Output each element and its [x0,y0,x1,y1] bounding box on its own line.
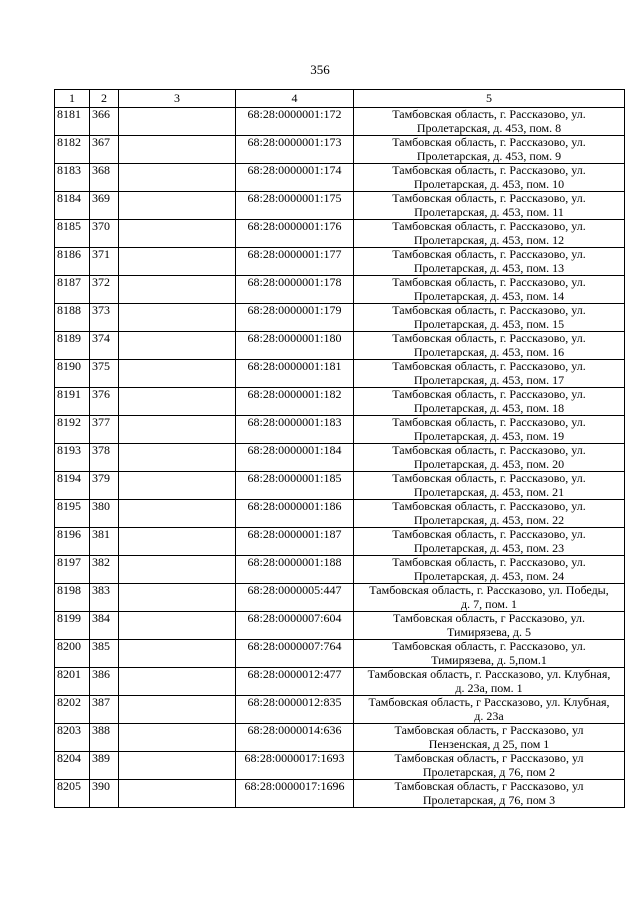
address-cell [354,192,625,220]
row-number-cell: 8203 [55,724,90,752]
item-number-cell: 383 [90,584,119,612]
column-header-4: 4 [236,90,354,108]
item-number-cell: 368 [90,164,119,192]
cadastral-number-cell: 68:28:0000001:178 [236,276,354,304]
table-row [55,276,625,304]
address-line-2: Пролетарская, д. 453, пом. 18 [413,400,565,415]
row-number-cell: 8183 [55,164,90,192]
empty-cell [119,136,236,164]
row-number-cell: 8195 [55,500,90,528]
table-row [55,752,625,780]
table-row [55,780,625,808]
empty-cell [119,472,236,500]
table-row [55,416,625,444]
column-header-2: 2 [90,90,119,108]
empty-cell [119,276,236,304]
table-header [55,90,625,108]
table-row [55,556,625,584]
table-row [55,724,625,752]
empty-cell [119,500,236,528]
empty-cell [119,528,236,556]
address-cell [354,304,625,332]
row-number-cell: 8193 [55,444,90,472]
table-row [55,444,625,472]
row-number-cell: 8198 [55,584,90,612]
address-line-2: Пролетарская, д. 453, пом. 13 [413,260,565,275]
cadastral-number-cell: 68:28:0000001:173 [236,136,354,164]
table-row [55,108,625,136]
empty-cell [119,248,236,276]
item-number-cell: 382 [90,556,119,584]
registry-table [54,89,625,808]
address-cell [354,108,625,136]
row-number-cell: 8186 [55,248,90,276]
address-cell [354,584,625,612]
address-cell [354,136,625,164]
address-line-1: Тамбовская область, г. Рассказово, ул. [392,443,586,457]
item-number-cell: 389 [90,752,119,780]
table-row [55,304,625,332]
column-header-5: 5 [354,90,625,108]
item-number-cell: 366 [90,108,119,136]
cadastral-number-cell: 68:28:0000001:182 [236,388,354,416]
empty-cell [119,220,236,248]
address-line-2: Пролетарская, д. 453, пом. 14 [413,288,565,303]
address-line-2: Пролетарская, д. 453, пом. 8 [416,120,562,135]
address-cell [354,444,625,472]
cadastral-number-cell: 68:28:0000005:447 [236,584,354,612]
empty-cell [119,556,236,584]
table-row [55,612,625,640]
table-row [55,388,625,416]
row-number-cell: 8185 [55,220,90,248]
item-number-cell: 378 [90,444,119,472]
item-number-cell: 372 [90,276,119,304]
table-row [55,192,625,220]
address-line-1: Тамбовская область, г. Рассказово, ул. [392,555,586,569]
address-line-2: Тимирязева, д. 5,пом.1 [431,652,547,667]
table-row [55,164,625,192]
address-line-2: Пролетарская, д. 453, пом. 9 [416,148,562,163]
address-line-1: Тамбовская область, г Рассказово, ул [394,779,584,793]
table-row [55,668,625,696]
table-row [55,696,625,724]
row-number-cell: 8201 [55,668,90,696]
item-number-cell: 379 [90,472,119,500]
table-row [55,584,625,612]
row-number-cell: 8194 [55,472,90,500]
address-cell [354,248,625,276]
empty-cell [119,612,236,640]
empty-cell [119,724,236,752]
cadastral-number-cell: 68:28:0000012:835 [236,696,354,724]
address-line-1: Тамбовская область, г Рассказово, ул. Клубная, [368,695,610,709]
row-number-cell: 8184 [55,192,90,220]
cadastral-number-cell: 68:28:0000017:1693 [236,752,354,780]
address-line-1: Тамбовская область, г. Рассказово, ул. [392,471,586,485]
empty-cell [119,192,236,220]
empty-cell [119,584,236,612]
address-line-1: Тамбовская область, г. Рассказово, ул. [392,247,586,261]
address-cell [354,332,625,360]
address-line-2: д. 7, пом. 1 [461,596,517,611]
address-line-1: Тамбовская область, г. Рассказово, ул. [392,527,586,541]
address-cell [354,164,625,192]
address-cell [354,696,625,724]
item-number-cell: 381 [90,528,119,556]
address-line-2: Пролетарская, д. 453, пом. 10 [413,176,565,191]
table-row [55,248,625,276]
row-number-cell: 8197 [55,556,90,584]
column-header-3: 3 [119,90,236,108]
address-line-1: Тамбовская область, г. Рассказово, ул. [392,415,586,429]
table-row [55,220,625,248]
address-line-2: Пролетарская, д. 453, пом. 17 [413,372,565,387]
item-number-cell: 367 [90,136,119,164]
address-cell [354,416,625,444]
address-cell [354,556,625,584]
address-line-1: Тамбовская область, г Рассказово, ул. [393,611,585,625]
empty-cell [119,640,236,668]
row-number-cell: 8188 [55,304,90,332]
empty-cell [119,332,236,360]
cadastral-number-cell: 68:28:0000001:180 [236,332,354,360]
cadastral-number-cell: 68:28:0000001:183 [236,416,354,444]
row-number-cell: 8200 [55,640,90,668]
empty-cell [119,360,236,388]
address-cell [354,472,625,500]
item-number-cell: 369 [90,192,119,220]
item-number-cell: 377 [90,416,119,444]
cadastral-number-cell: 68:28:0000001:176 [236,220,354,248]
cadastral-number-cell: 68:28:0000001:175 [236,192,354,220]
header-row [55,90,625,108]
address-line-2: Пролетарская, д. 453, пом. 16 [413,344,565,359]
address-line-1: Тамбовская область, г. Рассказово, ул. [392,387,586,401]
cadastral-number-cell: 68:28:0000017:1696 [236,780,354,808]
item-number-cell: 373 [90,304,119,332]
table-row [55,332,625,360]
cadastral-number-cell: 68:28:0000012:477 [236,668,354,696]
item-number-cell: 385 [90,640,119,668]
address-line-2: Пензенская, д 25, пом 1 [428,736,550,751]
item-number-cell: 375 [90,360,119,388]
cadastral-number-cell: 68:28:0000001:174 [236,164,354,192]
row-number-cell: 8187 [55,276,90,304]
address-line-2: Пролетарская, д. 453, пом. 11 [414,204,564,219]
table-row [55,360,625,388]
cadastral-number-cell: 68:28:0000001:187 [236,528,354,556]
item-number-cell: 388 [90,724,119,752]
address-line-1: Тамбовская область, г. Рассказово, ул. [392,359,586,373]
row-number-cell: 8199 [55,612,90,640]
address-line-2: Пролетарская, д. 453, пом. 23 [413,540,565,555]
address-line-1: Тамбовская область, г Рассказово, ул [394,751,584,765]
cadastral-number-cell: 68:28:0000007:604 [236,612,354,640]
table-row [55,136,625,164]
address-line-1: Тамбовская область, г. Рассказово, ул. [392,639,586,653]
address-line-2: Тимирязева, д. 5 [447,624,531,639]
table-row [55,500,625,528]
row-number-cell: 8190 [55,360,90,388]
address-cell [354,780,625,808]
address-line-1: Тамбовская область, г. Рассказово, ул. [392,499,586,513]
address-cell [354,668,625,696]
empty-cell [119,304,236,332]
cadastral-number-cell: 68:28:0000001:181 [236,360,354,388]
cadastral-number-cell: 68:28:0000001:188 [236,556,354,584]
cadastral-number-cell: 68:28:0000001:179 [236,304,354,332]
address-line-2: Пролетарская, д. 453, пом. 21 [413,484,565,499]
item-number-cell: 374 [90,332,119,360]
address-cell [354,500,625,528]
address-line-2: Пролетарская, д. 453, пом. 22 [413,512,565,527]
row-number-cell: 8181 [55,108,90,136]
item-number-cell: 371 [90,248,119,276]
table-row [55,640,625,668]
table-row [55,472,625,500]
address-cell [354,220,625,248]
address-line-1: Тамбовская область, г. Рассказово, ул. [392,331,586,345]
address-line-1: Тамбовская область, г. Рассказово, ул. [392,191,586,205]
item-number-cell: 370 [90,220,119,248]
item-number-cell: 376 [90,388,119,416]
address-line-1: Тамбовская область, г. Рассказово, ул. [392,275,586,289]
address-line-2: Пролетарская, д 76, пом 2 [422,764,556,779]
empty-cell [119,696,236,724]
address-cell [354,724,625,752]
address-line-2: Пролетарская, д 76, пом 3 [422,792,556,807]
address-cell [354,528,625,556]
address-line-2: Пролетарская, д. 453, пом. 12 [413,232,565,247]
address-line-1: Тамбовская область, г. Рассказово, ул. [392,219,586,233]
address-line-2: д. 23а [474,708,504,723]
empty-cell [119,752,236,780]
page-number: 356 [310,62,330,77]
row-number-cell: 8182 [55,136,90,164]
address-line-2: Пролетарская, д. 453, пом. 20 [413,456,565,471]
address-cell [354,752,625,780]
empty-cell [119,668,236,696]
address-line-2: Пролетарская, д. 453, пом. 24 [413,568,565,583]
row-number-cell: 8204 [55,752,90,780]
row-number-cell: 8205 [55,780,90,808]
item-number-cell: 387 [90,696,119,724]
address-cell [354,360,625,388]
address-cell [354,640,625,668]
cadastral-number-cell: 68:28:0000001:185 [236,472,354,500]
row-number-cell: 8189 [55,332,90,360]
address-line-1: Тамбовская область, г. Рассказово, ул. [392,135,586,149]
table-body [55,108,625,808]
item-number-cell: 390 [90,780,119,808]
cadastral-number-cell: 68:28:0000007:764 [236,640,354,668]
address-line-1: Тамбовская область, г. Рассказово, ул. Победы, [369,583,609,597]
empty-cell [119,164,236,192]
cadastral-number-cell: 68:28:0000001:184 [236,444,354,472]
empty-cell [119,416,236,444]
table-row [55,528,625,556]
address-line-2: д. 23а, пом. 1 [455,680,523,695]
row-number-cell: 8191 [55,388,90,416]
cadastral-number-cell: 68:28:0000014:636 [236,724,354,752]
address-line-1: Тамбовская область, г. Рассказово, ул. Клубная, [367,667,611,681]
empty-cell [119,780,236,808]
address-line-1: Тамбовская область, г. Рассказово, ул. [392,303,586,317]
row-number-cell: 8202 [55,696,90,724]
empty-cell [119,388,236,416]
column-header-1: 1 [55,90,90,108]
cadastral-number-cell: 68:28:0000001:186 [236,500,354,528]
address-line-2: Пролетарская, д. 453, пом. 15 [413,316,565,331]
cadastral-number-cell: 68:28:0000001:177 [236,248,354,276]
address-line-1: Тамбовская область, г. Рассказово, ул. [392,163,586,177]
address-cell [354,276,625,304]
address-line-2: Пролетарская, д. 453, пом. 19 [413,428,565,443]
empty-cell [119,108,236,136]
item-number-cell: 386 [90,668,119,696]
item-number-cell: 384 [90,612,119,640]
address-line-1: Тамбовская область, г. Рассказово, ул. [392,107,586,121]
empty-cell [119,444,236,472]
address-cell [354,388,625,416]
item-number-cell: 380 [90,500,119,528]
row-number-cell: 8196 [55,528,90,556]
address-cell [354,612,625,640]
row-number-cell: 8192 [55,416,90,444]
cadastral-number-cell: 68:28:0000001:172 [236,108,354,136]
address-line-1: Тамбовская область, г Рассказово, ул [394,723,584,737]
